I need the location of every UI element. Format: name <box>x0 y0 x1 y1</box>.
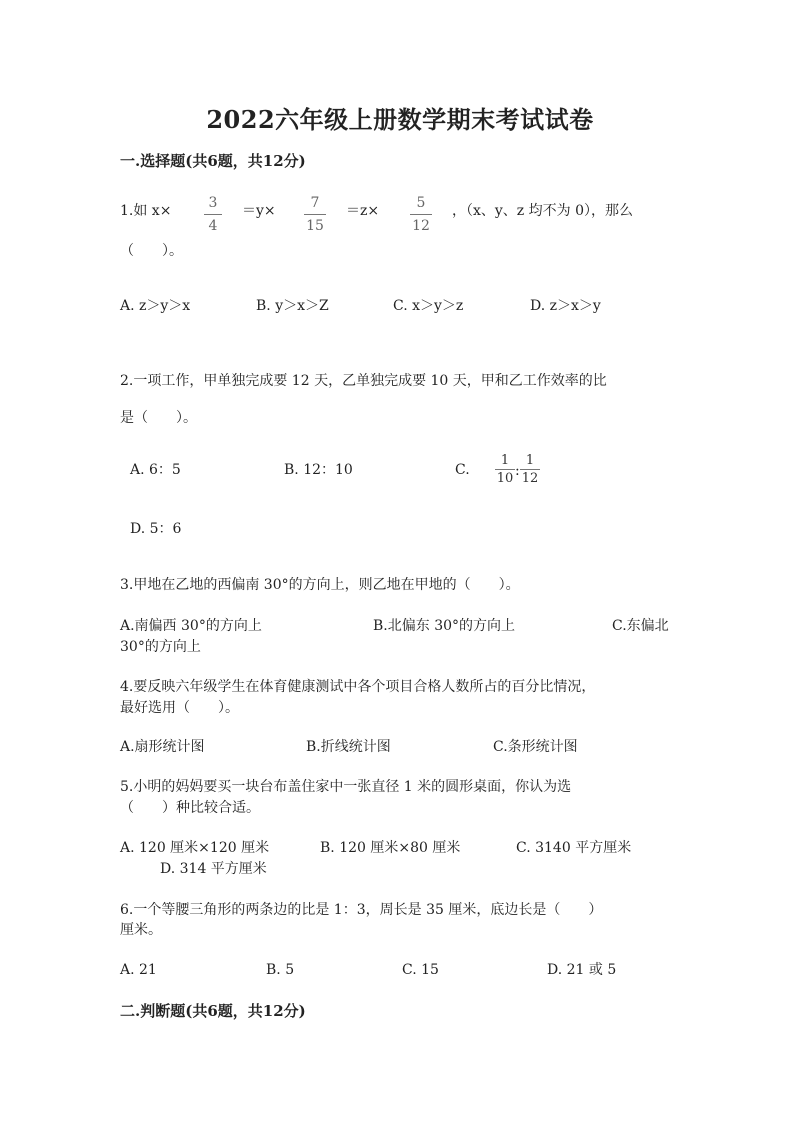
q5-option-d: D. 314 平方厘米 <box>160 861 267 877</box>
q5-text-line1: 5.小明的妈妈要买一块台布盖住家中一张直径 1 米的圆形桌面，你认为选 <box>120 779 572 795</box>
q4-option-a: A.扇形统计图 <box>120 739 205 755</box>
q3-option-c: C.东偏北 <box>612 618 669 634</box>
q5-text-line2: （ ）种比较合适。 <box>120 800 260 816</box>
q2-option-c-label: C. <box>455 462 470 478</box>
q3-option-a: A.南偏西 30°的方向上 <box>120 618 262 634</box>
q2-option-c-fraction-1-numerator: 1 <box>500 453 510 468</box>
q2-option-b: B. 12：10 <box>284 462 353 478</box>
q6-option-c: C. 15 <box>402 962 439 978</box>
page-title: 2022六年级上册数学期末考试试卷 <box>206 105 594 134</box>
q5-option-c: C. 3140 平方厘米 <box>516 840 632 856</box>
q3-option-c-continued: 30°的方向上 <box>120 639 201 655</box>
q1-text-part3: ＝z× <box>346 203 380 219</box>
q1-text-line2: （ ）。 <box>120 243 183 259</box>
q2-text-line1: 2.一项工作，甲单独完成要 12 天，乙单独完成要 10 天，甲和乙工作效率的比 <box>120 373 607 389</box>
q1-text-part1: 1.如 x× <box>120 203 172 219</box>
q6-option-b: B. 5 <box>266 962 295 978</box>
q6-option-a: A. 21 <box>120 962 157 978</box>
q1-text-part4: ，（x、y、z 均不为 0），那么 <box>452 203 633 219</box>
q1-fraction-2 <box>304 194 326 235</box>
q2-option-c-fraction-2-denominator: 12 <box>521 471 539 486</box>
q6-text-line2: 厘米。 <box>120 922 162 938</box>
q5-option-b: B. 120 厘米×80 厘米 <box>320 840 461 856</box>
q1-option-b: B. y＞x＞Z <box>256 298 329 314</box>
section-heading-judgement: 二.判断题(共6题，共12分) <box>120 1002 306 1020</box>
q2-option-c-ratio-colon: : <box>515 463 520 479</box>
q3-option-b: B.北偏东 30°的方向上 <box>373 618 516 634</box>
q2-option-c-fraction-1 <box>495 454 515 485</box>
q6-option-d: D. 21 或 5 <box>547 962 617 978</box>
q2-option-d: D. 5：6 <box>130 521 182 537</box>
q1-fraction-1-denominator: 4 <box>208 218 218 234</box>
q3-text-line1: 3.甲地在乙地的西偏南 30°的方向上，则乙地在甲地的（ ）。 <box>120 577 520 593</box>
q1-fraction-2-numerator: 7 <box>310 195 320 211</box>
q1-fraction-3 <box>410 194 432 235</box>
q2-text-line2: 是（ ）。 <box>120 410 197 426</box>
q2-option-c-fraction-1-denominator: 10 <box>496 471 514 486</box>
q4-option-b: B.折线统计图 <box>306 739 391 755</box>
q4-text-line2: 最好选用（ ）。 <box>120 700 239 716</box>
q1-option-a: A. z＞y＞x <box>120 298 191 314</box>
q4-text-line1: 4.要反映六年级学生在体育健康测试中各个项目合格人数所占的百分比情况， <box>120 679 596 695</box>
q2-option-a: A. 6：5 <box>130 462 181 478</box>
q1-fraction-2-denominator: 15 <box>306 218 324 234</box>
section-heading-choice: 一.选择题(共6题，共12分) <box>120 152 306 170</box>
q1-fraction-1 <box>204 194 222 235</box>
q1-option-d: D. z＞x＞y <box>530 298 601 314</box>
q1-option-c: C. x＞y＞z <box>393 298 464 314</box>
q1-text-part2: ＝y× <box>242 203 276 219</box>
q2-option-c-fraction-2-numerator: 1 <box>525 453 535 468</box>
q2-option-c-fraction-2 <box>520 454 540 485</box>
q4-option-c: C.条形统计图 <box>493 739 578 755</box>
q1-fraction-3-denominator: 12 <box>412 218 430 234</box>
q5-option-a: A. 120 厘米×120 厘米 <box>120 840 270 856</box>
q6-text-line1: 6.一个等腰三角形的两条边的比是 1：3，周长是 35 厘米，底边长是（ ） <box>120 902 603 918</box>
q1-fraction-3-numerator: 5 <box>416 195 426 211</box>
q1-fraction-1-numerator: 3 <box>208 195 218 211</box>
